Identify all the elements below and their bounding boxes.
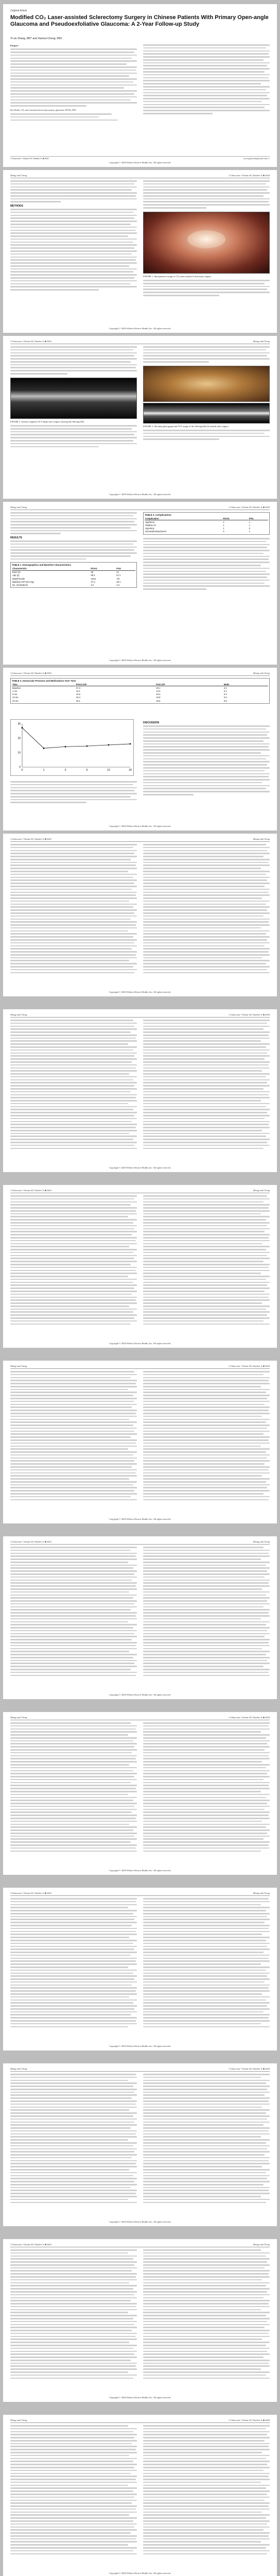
table-2-caption: TABLE 2. Intraocular Pressure and Medications Over Time [12, 680, 76, 682]
running-head-right: J Glaucoma • Volume 00, Number 0, ■ 2020 [229, 2419, 270, 2421]
running-head-left: Zhang and Cheng [10, 1013, 27, 1016]
y-tick-label: 0 [19, 766, 21, 769]
page-8 [3, 1185, 277, 1348]
article-title: Modified CO₂ Laser-assisted Sclerectomy Surgery in Chinese Patients With Primary Open-angle Glaucoma and Pseudoexfoliative Glaucoma: A 2-Year Follow-up Study [10, 14, 269, 27]
copyright: Copyright © 2020 Wolters Kluwer Health, Inc. All rights reserved. [109, 991, 171, 993]
keywords: Key Words: CO₂ laser-assisted sclerectomy surgery, glaucoma, POAG, PXG [10, 108, 77, 111]
page-6 [3, 834, 277, 996]
copyright: Copyright © 2020 Wolters Kluwer Health, Inc. All rights reserved. [109, 1166, 171, 1169]
x-tick-label: 24 [129, 769, 132, 772]
table-row: Shallow AC 1 1 [145, 523, 251, 527]
table-header: Meds [223, 683, 268, 686]
intro-column [143, 44, 270, 147]
page-15 [3, 2415, 277, 2576]
running-head-left: J Glaucoma • Volume 00, Number 0, ■ 2020 [10, 1189, 51, 1192]
table-row: 6 mo 14.6 15.2 0.4 [12, 693, 227, 696]
page-11 [3, 1712, 277, 1875]
running-head-left: Zhang and Cheng [10, 1365, 27, 1367]
running-head-right: Zhang and Cheng [253, 2243, 270, 2246]
page-13 [3, 2063, 277, 2226]
table-header: Characteristic [12, 567, 90, 570]
figure-3-caption: FIGURE 3. Slit-lamp photograph and OCT image of the filtering bleb 24 months after surgery. [143, 425, 229, 428]
running-head-right: Zhang and Cheng [253, 1189, 270, 1192]
copyright: Copyright © 2020 Wolters Kluwer Health, Inc. All rights reserved. [109, 161, 171, 164]
page-7 [3, 1009, 277, 1172]
copyright: Copyright © 2020 Wolters Kluwer Health, Inc. All rights reserved. [109, 2221, 171, 2223]
data-point [86, 745, 88, 747]
running-head-right: Zhang and Cheng [253, 340, 270, 343]
section-discussion: DISCUSSION [143, 721, 160, 724]
running-head-right: Zhang and Cheng [253, 1540, 270, 1543]
y-tick-label: 20 [18, 737, 21, 740]
table-2 [10, 678, 270, 704]
table-1-caption: TABLE 1. Demographics and Baseline Characteristics [12, 564, 71, 567]
figure-3-oct [143, 403, 270, 423]
table-row: Baseline 27.3 29.1 3.2 [12, 686, 227, 689]
copyright: Copyright © 2020 Wolters Kluwer Health, Inc. All rights reserved. [109, 2572, 171, 2574]
running-head-right: J Glaucoma • Volume 00, Number 0, ■ 2020 [229, 1716, 270, 1719]
running-head-right: Zhang and Cheng [253, 1892, 270, 1894]
section-results: RESULTS [10, 536, 22, 540]
data-point [130, 743, 131, 745]
figure-1-image [143, 212, 270, 274]
table-header: PXG [249, 517, 268, 520]
page-9 [3, 1361, 277, 1523]
page-3 [3, 336, 277, 499]
table-row: Age (y) 58.4 67.2 [12, 574, 121, 577]
table-header: POAG [90, 567, 116, 570]
running-head-left: Zhang and Cheng [10, 174, 27, 177]
running-head-right: J Glaucoma • Volume 00, Number 0, ■ 2020 [229, 174, 270, 177]
running-head-left: J Glaucoma • Volume 00, Number 0, ■ 2020 [10, 1540, 51, 1543]
data-point [108, 744, 110, 745]
x-tick-label: 12 [107, 769, 110, 772]
table-header: PXG [116, 567, 135, 570]
running-head-left: Zhang and Cheng [10, 2067, 27, 2070]
article-type: Original Article [10, 9, 27, 12]
table-row: Baseline IOP (mm Hg) 27.3 29.1 [12, 580, 121, 583]
table-header: POAG IOP [76, 683, 156, 686]
page-4 [3, 502, 277, 665]
page-2 [3, 170, 277, 333]
table-header: POAG [222, 517, 248, 520]
table-header: Complication [145, 517, 222, 520]
table-row: 1 mo 13.1 14.0 0.1 [12, 689, 227, 692]
page-12 [3, 1888, 277, 2050]
y-tick-label: 30 [18, 722, 21, 726]
table-row: Eyes (n) 26 12 [12, 571, 119, 574]
iop-line-chart [10, 719, 134, 776]
x-tick-label: 0 [21, 769, 23, 772]
abstract-label: Purpose: [10, 44, 19, 47]
data-point [65, 746, 66, 748]
table-header: PXG IOP [155, 683, 223, 686]
figure-2-image [10, 378, 137, 419]
running-head-left: Zhang and Cheng [10, 506, 27, 509]
running-head-left: J Glaucoma • Volume 00, Number 0, ■ 2020 [10, 838, 51, 840]
running-head-left: J Glaucoma • Volume 00, Number 0, ■ 2020 [10, 340, 51, 343]
running-head-left: J Glaucoma • Volume 00, Number 0, ■ 2020 [10, 672, 51, 674]
running-head-left: J Glaucoma • Volume 00, Number 0, ■ 2020 [10, 2243, 51, 2246]
running-head-right: Zhang and Cheng [253, 838, 270, 840]
table-row: Choroidal detachment 0 1 [145, 530, 251, 533]
table-row: Male/Female 15/11 7/5 [12, 577, 120, 580]
journal-footer: J Glaucoma • Volume 00, Number 0, ■ 2020 [10, 157, 49, 160]
y-tick-label: 10 [18, 751, 21, 755]
x-tick-label: 6 [86, 769, 88, 772]
figure-3-image [143, 366, 270, 402]
table-row: Hyphema 2 1 [145, 520, 251, 523]
copyright: Copyright © 2020 Wolters Kluwer Health, Inc. All rights reserved. [109, 659, 171, 662]
section-methods: METHODS [10, 205, 23, 208]
copyright: Copyright © 2020 Wolters Kluwer Health, Inc. All rights reserved. [109, 1693, 171, 1696]
copyright: Copyright © 2020 Wolters Kluwer Health, Inc. All rights reserved. [109, 327, 171, 330]
copyright: Copyright © 2020 Wolters Kluwer Health, Inc. All rights reserved. [109, 1342, 171, 1345]
running-head-right: J Glaucoma • Volume 00, Number 0, ■ 2020 [229, 1365, 270, 1367]
x-tick-label: 1 [43, 769, 45, 772]
page-14 [3, 2239, 277, 2402]
table-row: 12 mo 15.4 15.8 0.6 [12, 696, 227, 699]
running-head-right: J Glaucoma • Volume 00, Number 0, ■ 2020 [229, 1013, 270, 1016]
data-point [43, 748, 45, 749]
page-5 [3, 668, 277, 831]
authors: Yi-xin Zhang, MD* and Xiaohui Cheng, MD† [10, 37, 63, 40]
page-10 [3, 1536, 277, 1699]
copyright: Copyright © 2020 Wolters Kluwer Health, Inc. All rights reserved. [109, 825, 171, 827]
abstract-column [10, 44, 137, 147]
page-1 [3, 4, 277, 167]
running-head-left: Zhang and Cheng [10, 1716, 27, 1719]
copyright: Copyright © 2020 Wolters Kluwer Health, Inc. All rights reserved. [109, 2396, 171, 2399]
figure-1-caption: FIGURE 1. Intraoperative image of CO₂ laser-assisted sclerectomy surgery. [143, 275, 212, 278]
copyright: Copyright © 2020 Wolters Kluwer Health, Inc. All rights reserved. [109, 1869, 171, 1872]
table-1 [10, 562, 137, 588]
table-3 [143, 512, 270, 535]
x-tick-label: 3 [64, 769, 66, 772]
data-point [22, 727, 23, 728]
running-head-left: Zhang and Cheng [10, 2419, 27, 2421]
copyright: Copyright © 2020 Wolters Kluwer Health, Inc. All rights reserved. [109, 493, 171, 496]
running-head-right: J Glaucoma • Volume 00, Number 0, ■ 2020 [229, 2067, 270, 2070]
copyright: Copyright © 2020 Wolters Kluwer Health, Inc. All rights reserved. [109, 1518, 171, 1520]
figure-2-caption: FIGURE 2. Anterior segment OCT image after surgery showing the filtering bleb. [10, 420, 85, 423]
copyright: Copyright © 2020 Wolters Kluwer Health, Inc. All rights reserved. [109, 2045, 171, 2047]
running-head-right: Zhang and Cheng [253, 672, 270, 674]
running-head-right: J Glaucoma • Volume 00, Number 0, ■ 2020 [229, 506, 270, 509]
running-head-left: J Glaucoma • Volume 00, Number 0, ■ 2020 [10, 1892, 51, 1894]
page-number: www.glaucomajournal.com | 1 [243, 157, 270, 160]
table-row: Hypotony 1 0 [145, 527, 251, 530]
table-3-caption: TABLE 3. Complications [145, 514, 171, 516]
series-line [22, 728, 130, 749]
table-header: Time [12, 683, 76, 686]
table-row: 24 mo 16.1 16.5 0.8 [12, 699, 227, 702]
table-row: No. medications 3.2 3.4 [12, 583, 120, 586]
